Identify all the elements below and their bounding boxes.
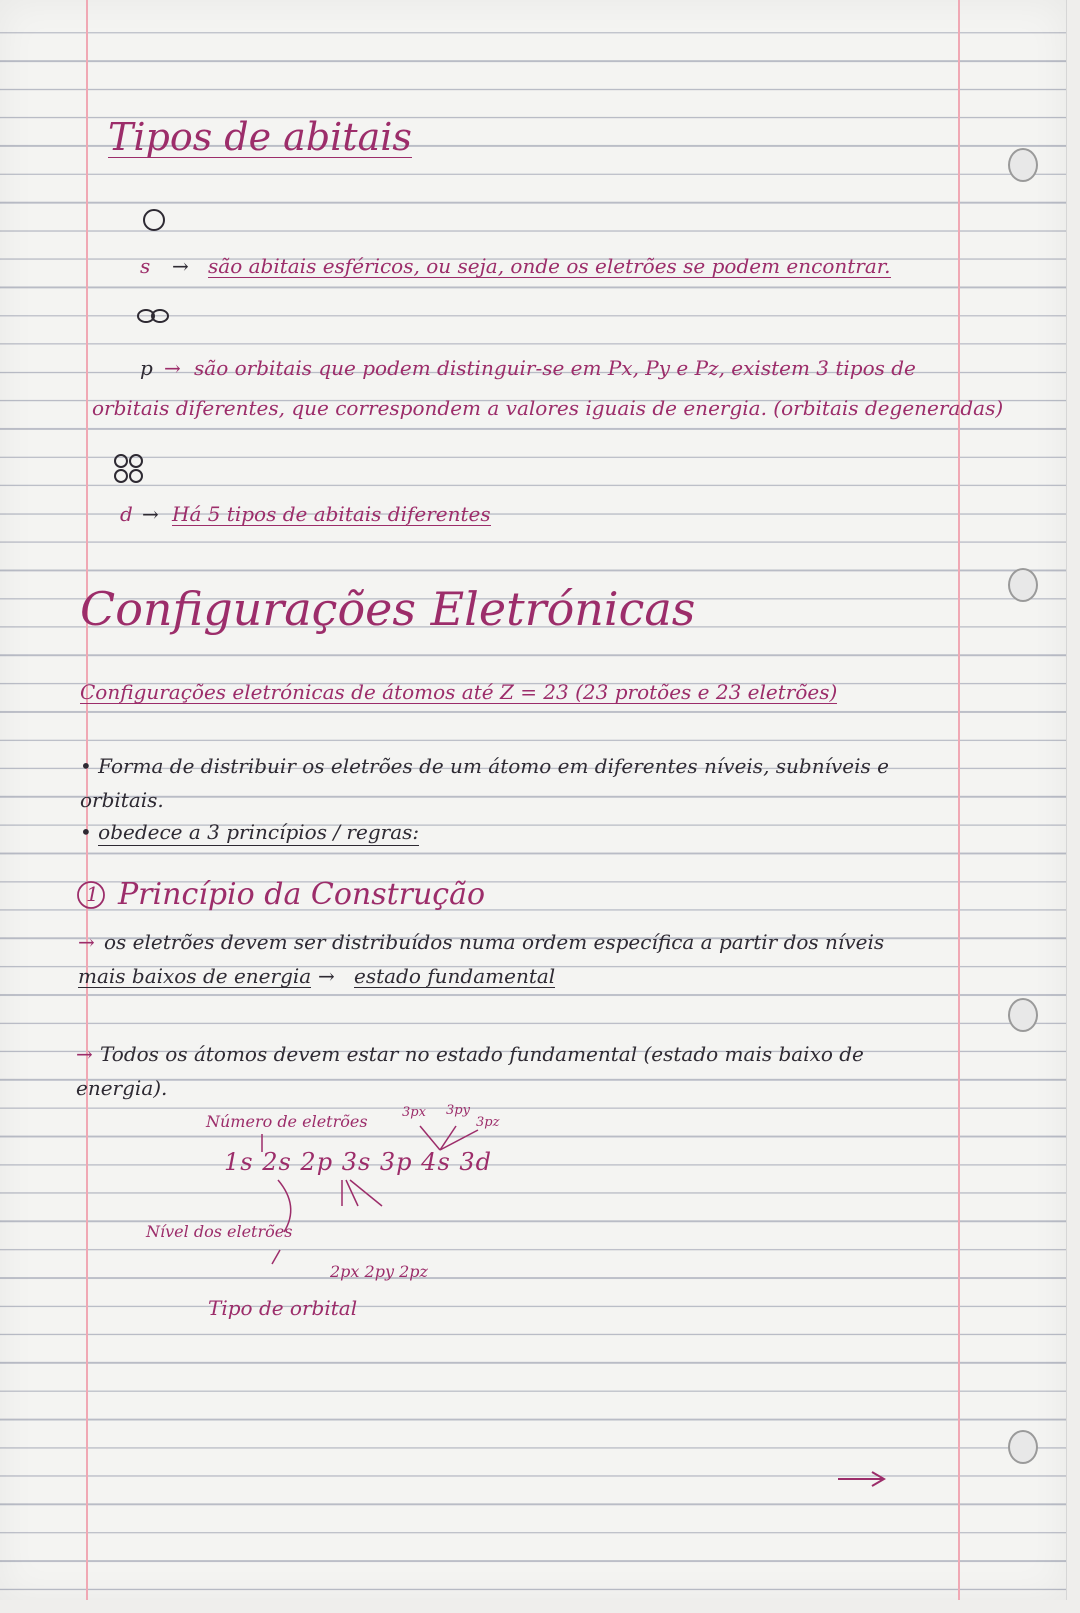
d-label: d [120,502,133,526]
label-3py: 3py [446,1103,470,1118]
section-subtitle: Configurações eletrónicas de átomos até Z = 23 (23 protões e 23 eletrões) [80,680,838,704]
principle-line2b: estado fundamental [354,964,556,988]
electron-configuration: 1s 2s 2p 3s 3p 4s 3d [224,1148,493,1176]
p-description-line2: orbitais diferentes, que correspondem a valores iguais de energia. (orbitais degeneradas) [92,396,1004,420]
d-arrow: → [142,502,159,526]
principle-line2-arrow: → [318,964,335,988]
bullet-1-line2: orbitais. [80,788,164,812]
note-line2: energia). [76,1076,168,1100]
s-description: são abitais esféricos, ou seja, onde os eletrões se podem encontrar. [208,254,891,278]
d-description: Há 5 tipos de abitais diferentes [172,502,491,526]
label-3px: 3px [402,1105,426,1120]
label-3pz: 3pz [476,1115,500,1130]
tipo-orbital-label: Tipo de orbital [208,1296,358,1320]
principle-line2a: mais baixos de energia [78,964,312,988]
numero-eletroes-label: Número de eletrões [206,1112,368,1131]
section-title-configuracoes: Configurações Eletrónicas [80,582,696,636]
principle-title: Princípio da Construção [118,877,486,912]
principle-number: 1 [86,882,99,906]
principle-arrow: → [78,930,95,954]
s-arrow: → [172,254,189,278]
note-line1: Todos os átomos devem estar no estado fundamental (estado mais baixo de [100,1042,864,1066]
bullet-2-text: obedece a 3 princípios / regras: [98,820,420,844]
note-arrow: → [76,1042,93,1066]
bullet-1: • Forma de distribuir os eletrões de um átomo em diferentes níveis, subníveis e [80,754,889,778]
nivel-eletroes-label: Nível dos eletrões [146,1222,293,1241]
principle-line1: os eletrões devem ser distribuídos numa ordem específica a partir dos níveis [104,930,885,954]
p-arrow: → [164,356,181,380]
s-label: s [140,254,151,278]
bullet-2: • obedece a 3 princípios / regras: [80,820,420,844]
bullet-1-text: Forma de distribuir os eletrões de um átomo em diferentes níveis, subníveis e [98,754,889,778]
orbitais-2p-labels: 2px 2py 2pz [330,1262,428,1281]
section-title-tipos-orbitais: Tipos de abitais [108,115,412,159]
p-label: p [140,356,153,380]
p-description-line1: são orbitais que podem distinguir-se em Px, Py e Pz, existem 3 tipos de [194,356,916,380]
